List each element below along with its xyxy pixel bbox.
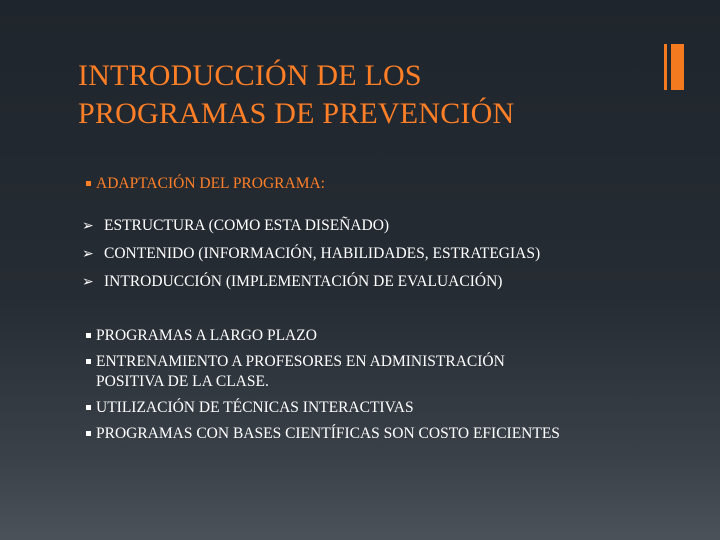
bullet-item-continuation-text: POSITIVA DE LA CLASE. [96,373,269,390]
square-bullet-icon [86,431,91,436]
accent-bar-thick [671,44,684,90]
bullet-item [86,398,706,418]
bullet-item-text: PROGRAMAS A LARGO PLAZO [96,327,317,344]
square-bullet-icon [86,181,91,186]
square-bullet-icon [86,359,91,364]
bullet-item [86,424,706,444]
slide-title-line-2: PROGRAMAS DE PREVENCIÓN [78,97,515,130]
arrow-list-item-text: INTRODUCCIÓN (IMPLEMENTACIÓN DE EVALUACIÓN) [104,273,503,290]
slide-title [78,57,658,133]
square-bullet-icon [86,333,91,338]
arrow-list-item [82,272,706,292]
accent-bar-thin [664,44,667,90]
arrow-bullet-icon: ➢ [82,218,94,234]
arrow-list-item [82,244,706,264]
bullet-item [86,352,706,372]
bullet-item-text: PROGRAMAS CON BASES CIENTÍFICAS SON COSTO EFICIENTES [96,425,560,442]
bullet-item [86,326,706,346]
section-heading [86,174,706,194]
bullet-item-text: ENTRENAMIENTO A PROFESORES EN ADMINISTRACIÓN [96,353,505,370]
slide-content [82,174,706,444]
arrow-list-item-text: ESTRUCTURA (COMO ESTA DISEÑADO) [104,217,390,234]
slide-title-line-1: INTRODUCCIÓN DE LOS [78,59,422,92]
arrow-bullet-icon: ➢ [82,246,94,262]
arrow-list-item [82,216,706,236]
bullet-item-continuation [86,372,706,392]
square-bullet-icon [86,405,91,410]
section-heading-text: ADAPTACIÓN DEL PROGRAMA: [96,175,325,192]
bullet-item-text: UTILIZACIÓN DE TÉCNICAS INTERACTIVAS [96,399,414,416]
arrow-list-item-text: CONTENIDO (INFORMACIÓN, HABILIDADES, ESTRATEGIAS) [104,245,541,262]
arrow-bullet-icon: ➢ [82,274,94,290]
